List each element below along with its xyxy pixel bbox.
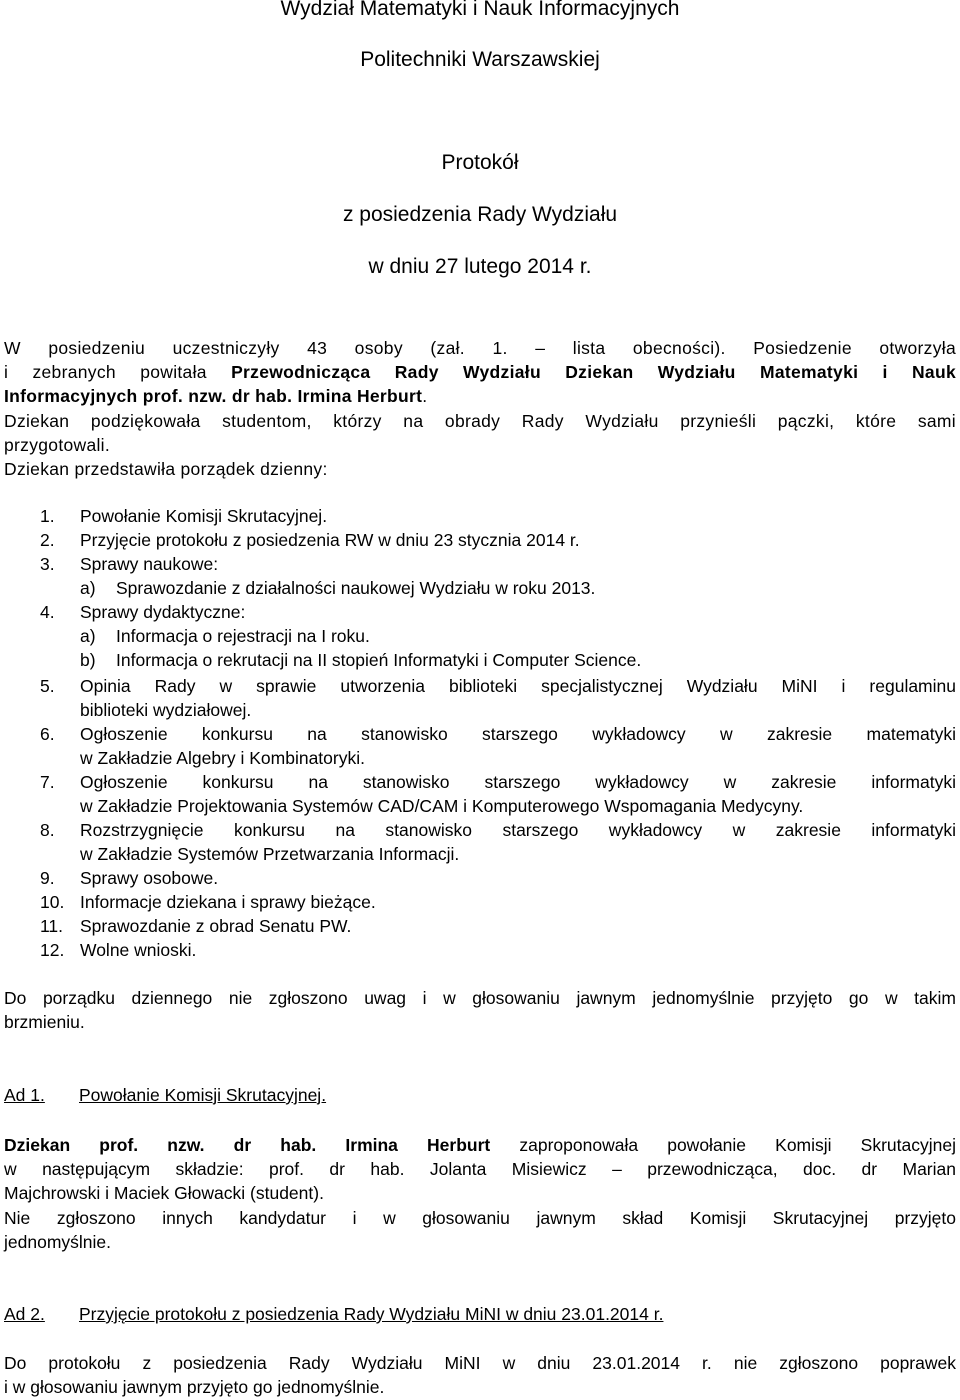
body-line: Dziekan prof. nzw. dr hab. Irmina Herburt zaproponowała powołanie Komisji Skrutacyjnej xyxy=(4,1135,956,1155)
intro-line: Informacyjnych prof. nzw. dr hab. Irmina Herburt. xyxy=(4,386,428,407)
agenda-item: 2. Przyjęcie protokołu z posiedzenia RW w dniu 23 stycznia 2014 r. xyxy=(40,530,580,550)
agenda-item: 3. Sprawy naukowe: xyxy=(40,554,219,574)
body-line: w następującym składzie: prof. dr hab. Jolanta Misiewicz – przewodnicząca, doc. dr Marian xyxy=(4,1159,956,1180)
agenda-item: 11. Sprawozdanie z obrad Senatu PW. xyxy=(40,916,352,936)
intro-paragraph xyxy=(4,336,956,481)
agenda-item: 6. Ogłoszenie konkursu na stanowisko starszego wykładowcy w zakresie matematyki xyxy=(40,724,956,744)
agenda-item: 10. Informacje dziekana i sprawy bieżące. xyxy=(40,892,376,912)
intro-line: Dziekan przedstawiła porządek dzienny: xyxy=(4,459,328,480)
body-line: Nie zgłoszono innych kandydatur i w głosowaniu jawnym skład Komisji Skrutacyjnej przyjęto xyxy=(4,1207,956,1228)
approval-line: Do porządku dziennego nie zgłoszono uwag i w głosowaniu jawnym jednomyślnie przyjęto go w takim xyxy=(4,988,956,1008)
intro-line: W posiedzeniu uczestniczyły 43 osoby (zał. 1. – lista obecności). Posiedzenie otworzyła xyxy=(4,338,956,358)
intro-line: i zebranych powitała Przewodnicząca Rady Wydziału Dziekan Wydziału Matematyki i Nauk xyxy=(4,362,956,383)
agenda-item-continuation: w Zakładzie Projektowania Systemów CAD/CAM i Komputerowego Wspomagania Medycyny. xyxy=(80,796,804,816)
agenda-approval-paragraph xyxy=(4,986,956,1034)
section-ad1-heading xyxy=(4,1083,956,1107)
body-line: Majchrowski i Maciek Głowacki (student). xyxy=(4,1183,324,1204)
section-title: Przyjęcie protokołu z posiedzenia Rady Wydziału MiNI w dniu 23.01.2014 r. xyxy=(79,1304,664,1324)
intro-line: Dziekan podziękowała studentom, którzy na obrady Rady Wydziału przynieśli pączki, które sami xyxy=(4,410,956,431)
intro-line: przygotowali. xyxy=(4,434,111,455)
document-subtitle: z posiedzenia Rady Wydziału xyxy=(342,203,618,226)
body-line: jednomyślnie. xyxy=(4,1231,111,1252)
agenda-item: 1. Powołanie Komisji Skrutacyjnej. xyxy=(40,506,328,526)
section-label: Ad 2. xyxy=(4,1304,45,1324)
agenda-item: 12. Wolne wnioski. xyxy=(40,940,197,960)
section-title: Powołanie Komisji Skrutacyjnej. xyxy=(79,1085,327,1105)
section-ad2-heading xyxy=(4,1302,956,1326)
document-title: Protokół xyxy=(441,151,519,174)
agenda-item: 8. Rozstrzygnięcie konkursu na stanowisko starszego wykładowcy w zakresie informatyki xyxy=(40,820,956,840)
agenda-item: 5. Opinia Rady w sprawie utworzenia biblioteki specjalistycznej Wydziału MiNI i regulaminu xyxy=(40,676,956,696)
agenda-item-continuation: biblioteki wydziałowej. xyxy=(80,700,252,720)
agenda-item: 7. Ogłoszenie konkursu na stanowisko starszego wykładowcy w zakresie informatyki xyxy=(40,772,956,792)
agenda-subitem: a) Sprawozdanie z działalności naukowej Wydziału w roku 2013. xyxy=(80,578,596,598)
agenda-item: 9. Sprawy osobowe. xyxy=(40,868,219,888)
section-label: Ad 1. xyxy=(4,1085,45,1105)
agenda-item-continuation: w Zakładzie Algebry i Kombinatoryki. xyxy=(80,748,365,768)
university-name: Politechniki Warszawskiej xyxy=(360,48,600,71)
document-date: w dniu 27 lutego 2014 r. xyxy=(368,255,592,278)
approval-line: brzmieniu. xyxy=(4,1012,85,1033)
agenda-item-continuation: w Zakładzie Systemów Przetwarzania Informacji. xyxy=(80,844,460,864)
agenda-subitem: b) Informacja o rekrutacji na II stopień Informatyki i Computer Science. xyxy=(80,650,642,670)
agenda-subitem: a) Informacja o rejestracji na I roku. xyxy=(80,626,370,646)
section-ad2-body xyxy=(4,1351,956,1399)
body-line: i w głosowaniu jawnym przyjęto go jednomyślnie. xyxy=(4,1377,385,1398)
section-ad1-body xyxy=(4,1133,956,1254)
body-line: Do protokołu z posiedzenia Rady Wydziału MiNI w dniu 23.01.2014 r. nie zgłoszono poprawek xyxy=(4,1353,956,1373)
faculty-name: Wydział Matematyki i Nauk Informacyjnych xyxy=(280,0,680,20)
agenda-item: 4. Sprawy dydaktyczne: xyxy=(40,602,246,622)
